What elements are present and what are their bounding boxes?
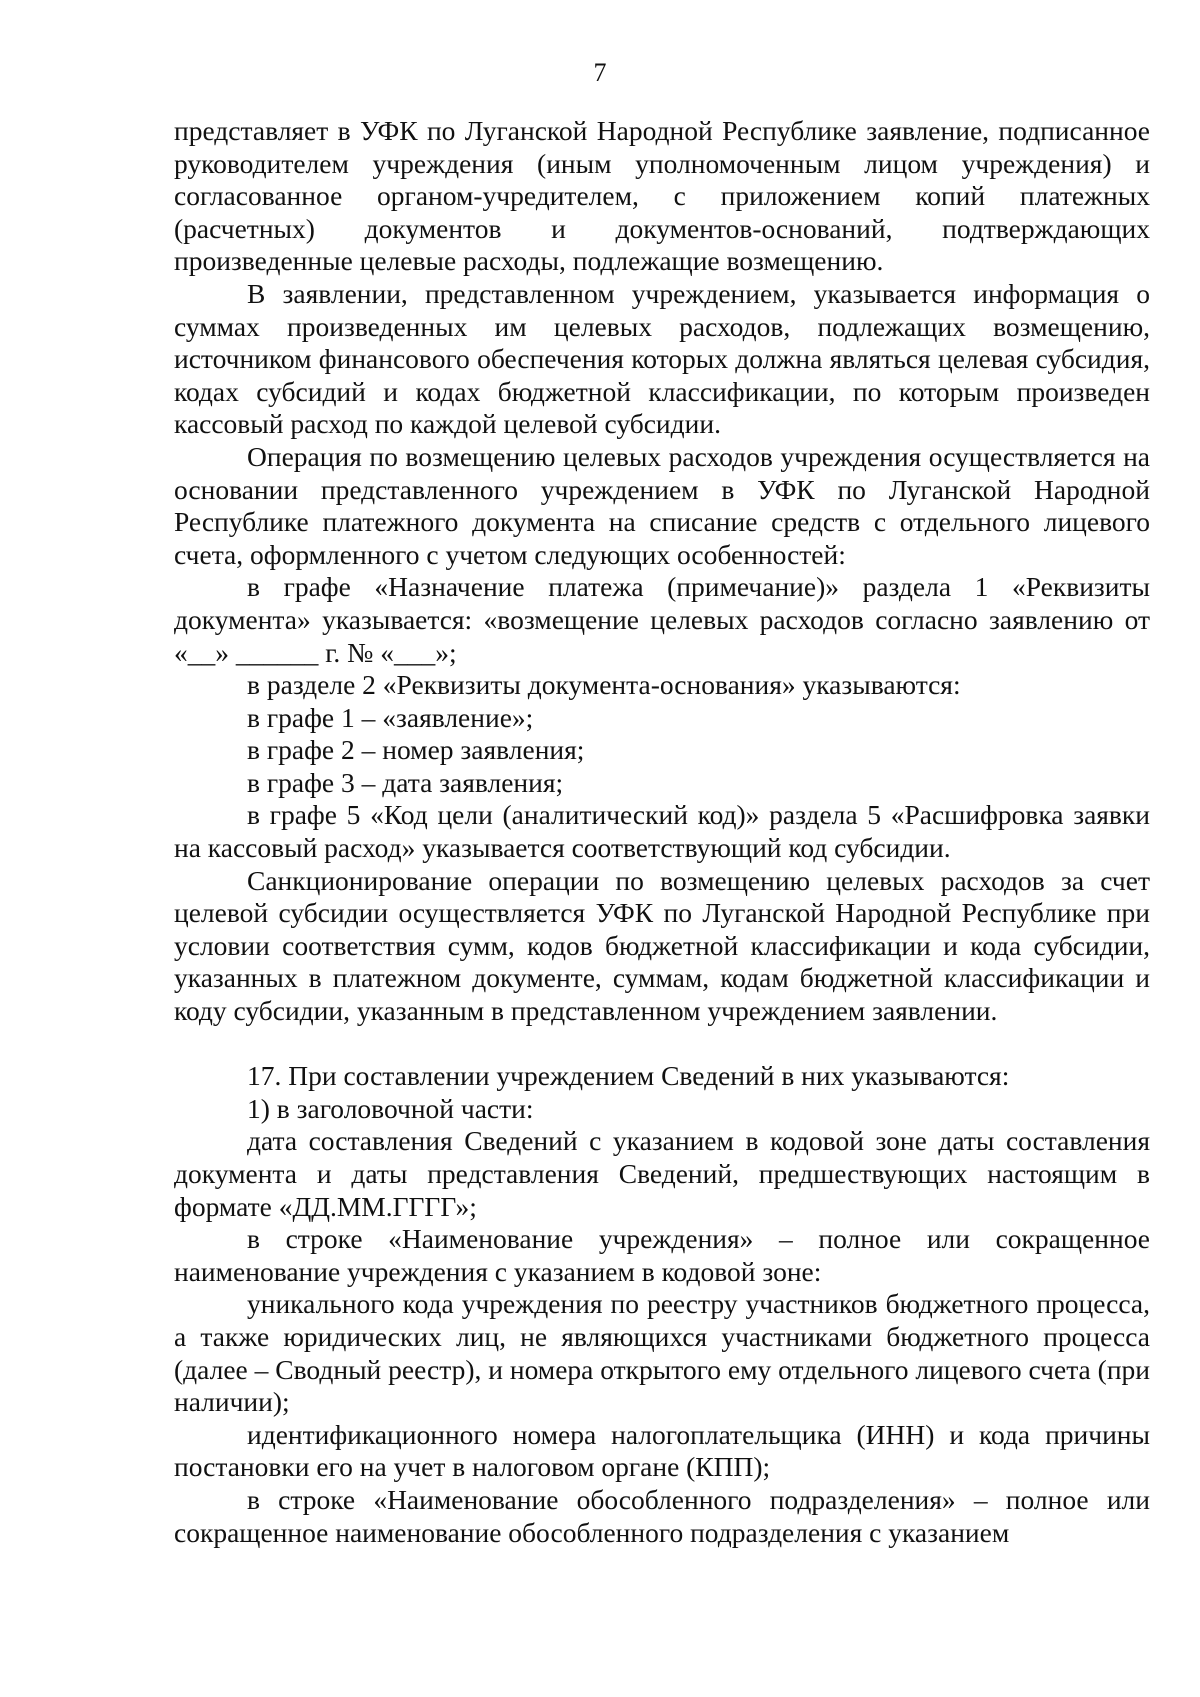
paragraph: Санкционирование операции по возмещению целевых расходов за счет целевой субсидии осуществляется УФК по Луганской Народной Республике при условии соответствия сумм, кодов бюджетной классификации и кода субсидии, указанных в платежном документе, суммам, кодам бюджетной классификации и коду субсидии, указанным в представленном учреждением заявлении. xyxy=(174,864,1150,1027)
document-body xyxy=(174,115,1150,1549)
paragraph-gap xyxy=(174,1028,1150,1061)
paragraph: Операция по возмещению целевых расходов учреждения осуществляется на основании представленного учреждением в УФК по Луганской Народной Республике платежного документа на списание средств с отдельного лицевого счета, оформленного с учетом следующих особенностей: xyxy=(174,440,1150,570)
paragraph: в строке «Наименование учреждения» – полное или сокращенное наименование учреждения с указанием в кодовой зоне: xyxy=(174,1223,1150,1287)
paragraph: в графе 5 «Код цели (аналитический код)» раздела 5 «Расшифровка заявки на кассовый расход» указывается соответствующий код субсидии. xyxy=(174,799,1150,864)
paragraph: в графе «Назначение платежа (примечание)» раздела 1 «Реквизиты документа» указывается: «возмещение целевых расходов согласно заявлению от «__» ______ г. № «___»; xyxy=(174,571,1150,668)
paragraph: уникального кода учреждения по реестру участников бюджетного процесса, а также юридических лиц, не являющихся участниками бюджетного процесса (далее – Сводный реестр), и номера открытого ему отдельного лицевого счета (при наличии); xyxy=(174,1288,1150,1418)
paragraph: в разделе 2 «Реквизиты документа-основания» указываются: xyxy=(247,669,961,701)
paragraph: дата составления Сведений с указанием в кодовой зоне даты составления документа и даты представления Сведений, предшествующих настоящим в формате «ДД.ММ.ГГГГ»; xyxy=(174,1125,1150,1222)
paragraph: 17. При составлении учреждением Сведений в них указываются: xyxy=(247,1060,1010,1092)
page-number: 7 xyxy=(593,58,607,87)
paragraph: в графе 2 – номер заявления; xyxy=(247,734,585,766)
paragraph: представляет в УФК по Луганской Народной Республике заявление, подписанное руководителем учреждения (иным уполномоченным лицом учреждения) и согласованное органом-учредителем, с приложением копий платежных (расчетных) документов и документов-оснований, подтверждающих произведенные целевые расходы, подлежащие возмещению. xyxy=(174,115,1150,277)
paragraph: В заявлении, представленном учреждением, указывается информация о суммах произведенных им целевых расходов, подлежащих возмещению, источником финансового обеспечения которых должна являться целевая субсидия, кодах субсидий и кодах бюджетной классификации, по которым произведен кассовый расход по каждой целевой субсидии. xyxy=(174,277,1150,440)
paragraph: в строке «Наименование обособленного подразделения» – полное или сокращенное наименование обособленного подразделения с указанием xyxy=(174,1483,1150,1548)
paragraph: в графе 1 – «заявление»; xyxy=(247,701,534,733)
paragraph: в графе 3 – дата заявления; xyxy=(247,766,564,798)
paragraph: 1) в заголовочной части: xyxy=(247,1092,534,1124)
paragraph: идентификационного номера налогоплательщика (ИНН) и кода причины постановки его на учет в налоговом органе (КПП); xyxy=(174,1418,1150,1483)
